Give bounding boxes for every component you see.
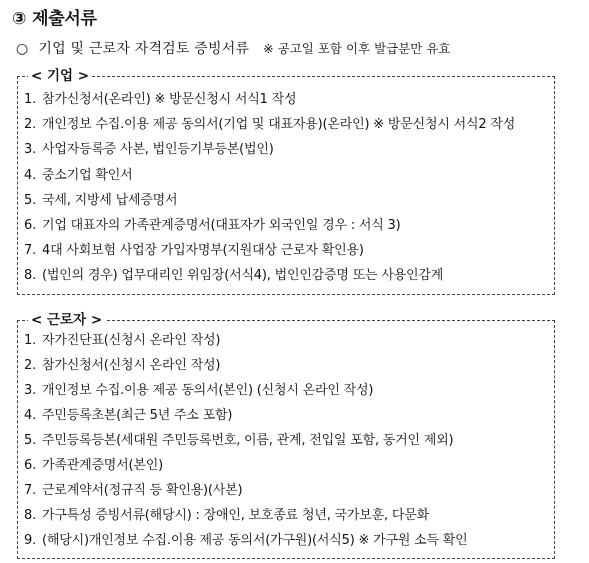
list-item [24, 432, 453, 450]
list-item [24, 507, 429, 525]
list-item-text: 주민등록등본(세대원 주민등록번호, 이름, 관계, 전입일 포함, 동거인 제외) [42, 433, 454, 448]
list-item [24, 382, 373, 400]
circle-bullet-icon: ○ [16, 41, 29, 57]
list-item-text: 국세, 지방세 납세증명서 [42, 192, 178, 208]
list-item-number: 9. [24, 533, 37, 548]
list-item-number: 2. [24, 117, 37, 133]
intro-line [16, 38, 451, 58]
list-item-text: 개인정보 수집.이용 제공 동의서(본인) (신청시 온라인 작성) [42, 383, 374, 398]
company-legend: < 기업 > [28, 67, 92, 85]
list-item-number: 4. [24, 167, 37, 183]
list-item-number: 7. [24, 243, 37, 259]
list-item-number: 5. [24, 433, 37, 448]
list-item-text: 자가진단표(신청시 온라인 작성) [42, 333, 221, 348]
list-item-number: 2. [24, 358, 37, 373]
list-item [24, 242, 364, 260]
list-item-text: 기업 대표자의 가족관계증명서(대표자가 외국인일 경우 : 서식 3) [42, 218, 401, 233]
list-item-text: 주민등록초본(최근 5년 주소 포함) [42, 408, 233, 423]
list-item [24, 116, 515, 134]
intro-note: ※ 공고일 포함 이후 발급분만 유효 [263, 41, 451, 56]
list-item-text: 4대 사회보험 사업장 가입자명부(지원대상 근로자 확인용) [42, 243, 364, 259]
list-item-number: 6. [24, 218, 37, 233]
list-item-number: 8. [24, 508, 37, 523]
list-item [24, 167, 132, 185]
list-item-number: 4. [24, 408, 37, 423]
list-item-number: 6. [24, 458, 37, 473]
list-item [24, 357, 220, 375]
list-item-number: 5. [24, 192, 37, 208]
list-item [24, 407, 232, 425]
list-item [24, 217, 401, 235]
list-item-number: 1. [24, 92, 37, 107]
list-item-text: 사업자등록증 사본, 법인등기부등본(법인) [42, 142, 274, 158]
list-item-text: 참가신청서(온라인) ※ 방문신청시 서식1 작성 [42, 92, 297, 107]
section-title [12, 4, 97, 29]
list-item [24, 482, 242, 500]
list-item-number: 3. [24, 142, 37, 158]
list-item-text: 개인정보 수집.이용 제공 동의서(기업 및 대표자용)(온라인) ※ 방문신청시 서식2 작성 [42, 117, 516, 133]
list-item-number: 3. [24, 383, 37, 398]
list-item [24, 532, 468, 550]
section-number: ③ [12, 9, 27, 29]
list-item [24, 332, 220, 350]
list-item-text: 가족관계증명서(본인) [42, 458, 163, 473]
list-item [24, 141, 274, 159]
company-documents-box [17, 68, 555, 295]
list-item-text: (해당시)개인정보 수집.이용 제공 동의서(가구원)(서식5) ※ 가구원 소득 확인 [42, 533, 468, 548]
list-item [24, 192, 177, 210]
list-item-text: 참가신청서(신청시 온라인 작성) [42, 358, 221, 373]
section-title-text: 제출서류 [32, 9, 97, 29]
intro-text: 기업 및 근로자 자격검토 증빙서류 [38, 41, 250, 57]
list-item-number: 1. [24, 333, 37, 348]
list-item [24, 457, 163, 475]
list-item-text: (법인의 경우) 업무대리인 위임장(서식4), 법인인감증명 또는 사용인감계 [42, 268, 444, 284]
list-item-number: 7. [24, 483, 37, 498]
list-item [24, 91, 296, 109]
worker-legend: < 근로자 > [28, 311, 105, 329]
list-item [24, 267, 443, 285]
list-item-text: 중소기업 확인서 [42, 167, 133, 183]
list-item-number: 8. [24, 268, 37, 284]
worker-documents-box [17, 312, 555, 559]
list-item-text: 근로계약서(정규직 등 확인용)(사본) [42, 483, 243, 498]
list-item-text: 가구특성 증빙서류(해당시) : 장애인, 보호종료 청년, 국가보훈, 다문화 [42, 508, 429, 523]
